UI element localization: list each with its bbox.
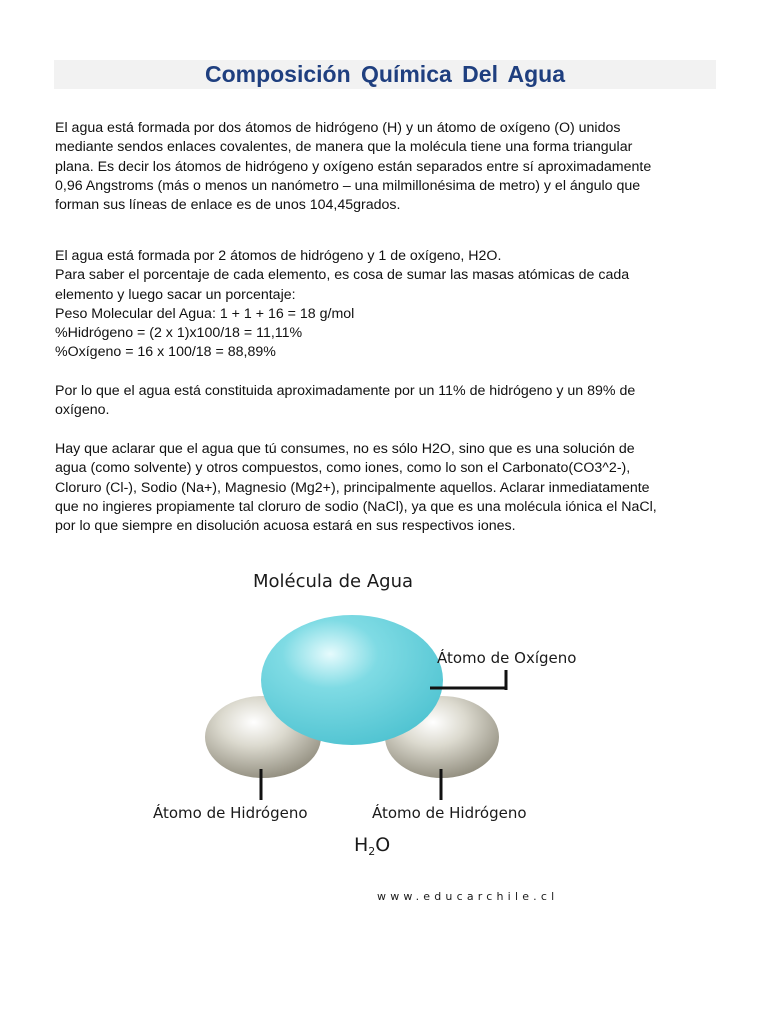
paragraph-percentages <box>55 247 725 363</box>
text-line: elemento y luego sacar un porcentaje: <box>55 286 296 303</box>
formula-o: O <box>375 834 391 856</box>
text-line: por lo que siempre en disolución acuosa estará en sus respectivos iones. <box>55 518 516 535</box>
water-molecule-figure <box>140 560 640 910</box>
text-line: 0,96 Angstroms (más o menos un nanómetro – una milmillonésima de metro) y el ángulo que <box>55 177 641 194</box>
text-line: Por lo que el agua está constituida aproximadamente por un 11% de hidrógeno y un 89% de <box>55 383 636 399</box>
title-bar <box>54 60 716 89</box>
text-line: %Oxígeno = 16 x 100/18 = 88,89% <box>55 344 276 361</box>
text-line: oxígeno. <box>55 402 110 419</box>
paragraph-ions <box>55 440 725 536</box>
paragraph-summary <box>55 382 725 421</box>
hydrogen-left-label: Átomo de Hidrógeno <box>153 804 308 822</box>
text-line: forman sus líneas de enlace es de unos 104,45grados. <box>55 197 401 214</box>
text-line: El agua está formada por dos átomos de hidrógeno (H) y un átomo de oxígeno (O) unidos <box>55 120 621 136</box>
text-line: %Hidrógeno = (2 x 1)x100/18 = 11,11% <box>55 325 303 342</box>
formula-h: H <box>354 834 369 856</box>
text-line: mediante sendos enlaces covalentes, de manera que la molécula tiene una forma triangular <box>55 139 633 156</box>
formula-h2o <box>354 834 390 858</box>
page-title: Composición Química Del Agua <box>204 61 566 87</box>
text-line: El agua está formada por 2 átomos de hidrógeno y 1 de oxígeno, H2O. <box>55 248 502 264</box>
oxygen-label: Átomo de Oxígeno <box>437 649 577 667</box>
text-line: plana. Es decir los átomos de hidrógeno y oxígeno están separados entre sí aproximadamente <box>55 158 652 175</box>
text-line: Cloruro (Cl-), Sodio (Na+), Magnesio (Mg2+), principalmente aquellos. Aclarar inmediatamente <box>55 479 650 496</box>
text-line: que no ingieres propiamente tal cloruro de sodio (NaCl), ya que es una molécula iónica el NaCl, <box>55 498 657 515</box>
oxygen-atom <box>261 615 443 745</box>
figure-heading: Molécula de Agua <box>252 571 414 592</box>
text-line: Para saber el porcentaje de cada elemento, es cosa de sumar las masas atómicas de cada <box>55 267 630 284</box>
formula-subscript: 2 <box>368 845 376 858</box>
text-line: agua (como solvente) y otros compuestos, como iones, como lo son el Carbonato(CO3^2-), <box>55 460 631 477</box>
text-line: Peso Molecular del Agua: 1 + 1 + 16 = 18 g/mol <box>55 305 355 322</box>
watermark-url: www.educarchile.cl <box>377 890 559 903</box>
paragraph-composition <box>55 119 725 215</box>
text-line: Hay que aclarar que el agua que tú consumes, no es sólo H2O, sino que es una solución de <box>55 441 635 457</box>
hydrogen-right-label: Átomo de Hidrógeno <box>372 804 527 822</box>
